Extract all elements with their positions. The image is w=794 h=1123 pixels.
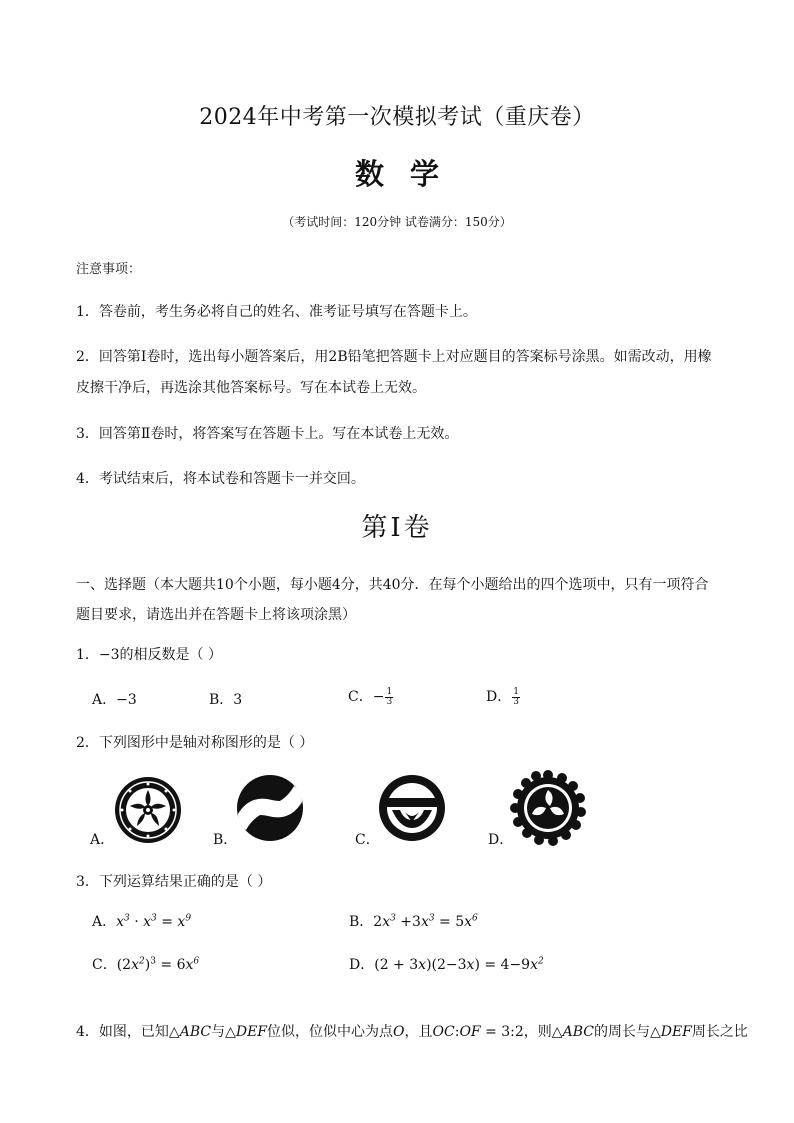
- note-item-2-cont: 皮擦干净后，再选涂其他答案标号。写在本试卷上无效。: [76, 380, 426, 396]
- q3-option-a: A．$x^3 \cdot x^3 = x^9$: [92, 913, 192, 930]
- q3-option-c: C．$(2x^2)^3 = 6x^6$: [92, 956, 200, 973]
- gear-leaf-logo-icon: [510, 770, 586, 850]
- flower-circle-logo-icon: [114, 776, 182, 848]
- leaf-swirl-logo-icon: [236, 774, 304, 846]
- part-instructions-line1: 一、选择题（本大题共10个小题，每小题4分，共40分．在每个小题给出的四个选项中，只有一项符合: [76, 577, 709, 593]
- bowl-circle-logo-icon: [378, 774, 446, 846]
- q1-option-a: A．−3: [92, 692, 137, 708]
- q2-option-c-label: C．: [355, 832, 380, 848]
- q1-option-d: D． $\frac{1}{3}$: [486, 686, 519, 707]
- note-item-4: 4．考试结束后，将本试卷和答题卡一并交回。: [76, 471, 365, 487]
- q3-stem: 3．下列运算结果正确的是（ ）: [76, 874, 272, 890]
- note-item-2: 2．回答第Ⅰ卷时，选出每小题答案后，用2B铅笔把答题卡上对应题目的答案标号涂黑。如需改动，用橡: [76, 349, 712, 365]
- q2-option-d-label: D．: [488, 832, 514, 848]
- q3-option-d: D．$(2 + 3x)(2-3x) = 4-9x^2$: [349, 956, 544, 973]
- q2-option-a-label: A．: [90, 832, 115, 848]
- note-item-3: 3．回答第Ⅱ卷时，将答案写在答题卡上。写在本试卷上无效。: [76, 426, 459, 442]
- part-instructions-line2: 题目要求，请选出并在答题卡上将该项涂黑）: [76, 607, 356, 623]
- note-item-1: 1．答卷前，考生务必将自己的姓名、准考证号填写在答题卡上。: [76, 304, 477, 320]
- q3-option-b: B．$2x^3 +3x^3 = 5x^6$: [349, 913, 478, 930]
- subject-title: 数学: [354, 157, 465, 191]
- q2-stem: 2．下列图形中是轴对称图形的是（ ）: [76, 735, 314, 751]
- q1-option-c-fraction: $\frac{1}{3}$: [386, 686, 393, 707]
- q4-stem: 4．如图，已知△ABC与△DEF位似，位似中心为点O，且OC:OF = 3:2，则△ABC的周长与△DEF周长之比: [76, 1024, 748, 1040]
- notes-heading: 注意事项：: [76, 262, 142, 277]
- exam-info: （考试时间：120分钟 试卷满分：150分）: [282, 215, 512, 229]
- q1-option-c: C．− $\frac{1}{3}$: [348, 686, 393, 707]
- q1-option-b: B．3: [209, 692, 243, 708]
- q1-option-d-fraction: $\frac{1}{3}$: [513, 686, 519, 707]
- q1-stem: 1．−3的相反数是（ ）: [76, 647, 222, 663]
- exam-title: 2024年中考第一次模拟考试（重庆卷）: [199, 105, 595, 130]
- q2-option-b-label: B．: [213, 832, 238, 848]
- section-title: 第Ⅰ卷: [361, 513, 433, 543]
